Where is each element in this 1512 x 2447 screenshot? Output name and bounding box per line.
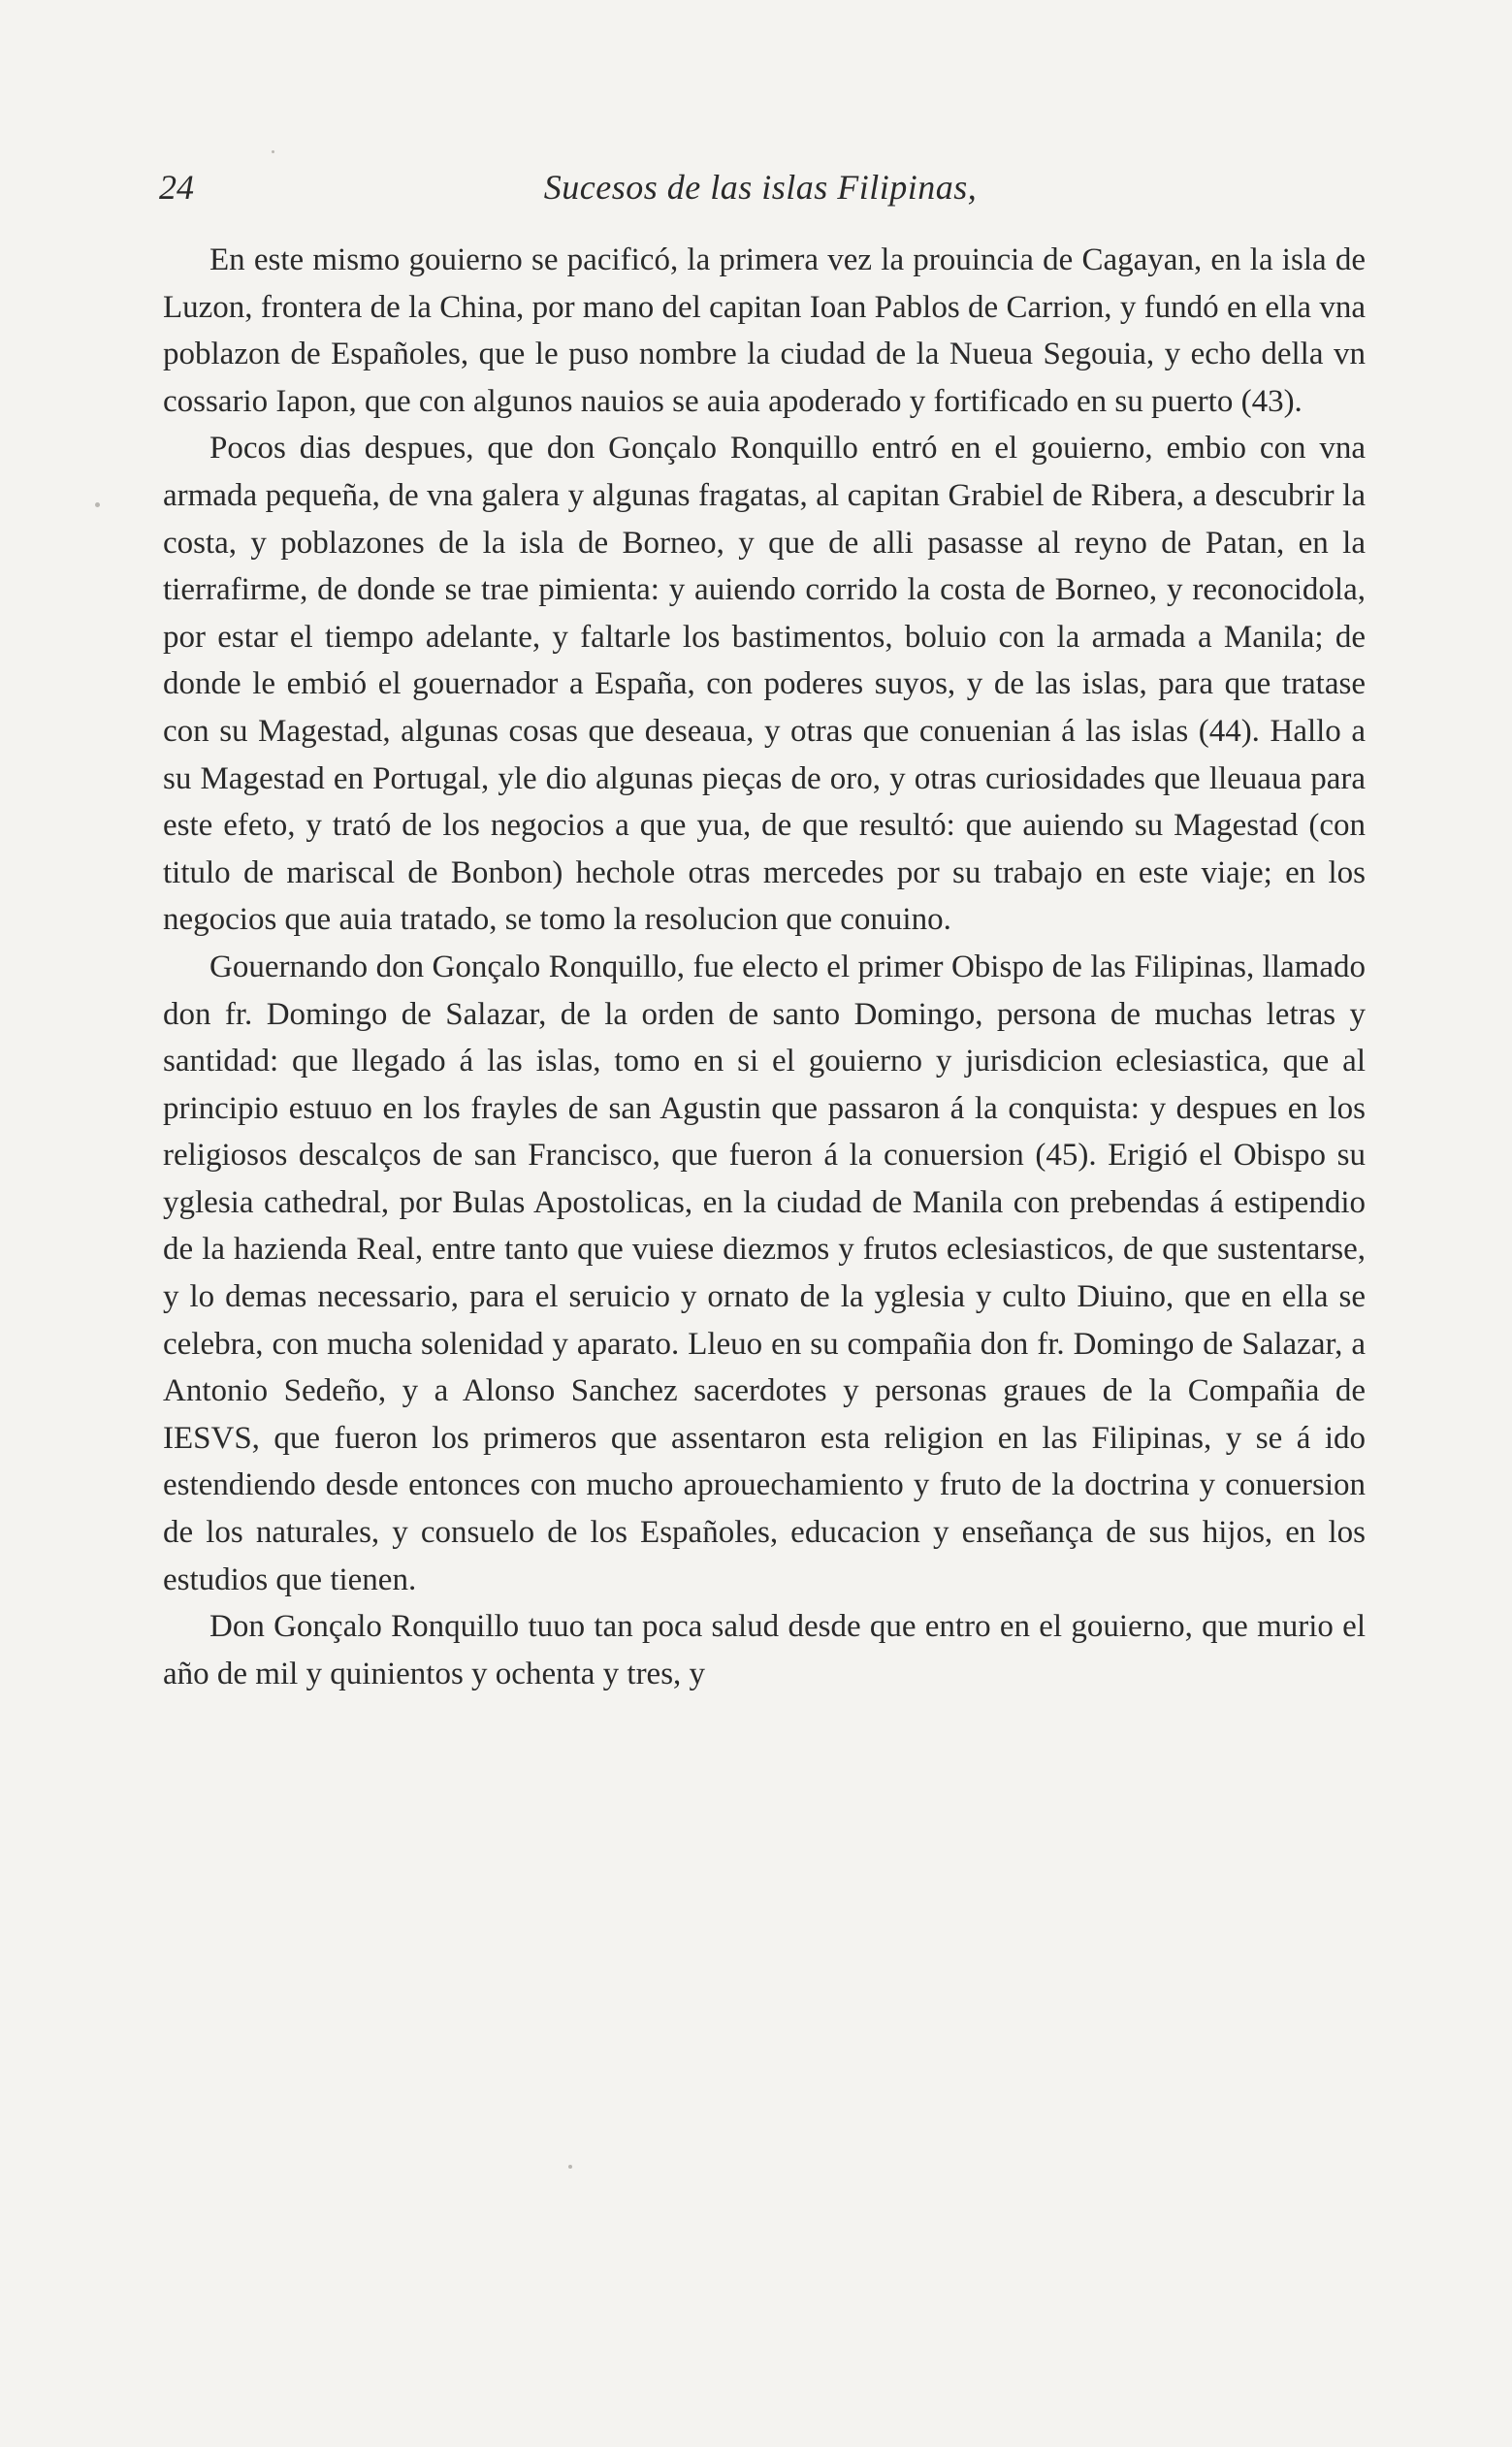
running-head: [159, 163, 1362, 211]
page-number: 24: [159, 168, 194, 207]
running-title: Sucesos de las islas Filipinas,: [543, 168, 978, 207]
print-speck: [568, 2165, 572, 2169]
paragraph-cagayan: En este mismo gouierno se pacificó, la primera vez la prouincia de Cagayan, en la isla de Luzon, frontera de la China, por mano del capitan Ioan Pablos de Carrion, y fundó en ella vna poblazon de Españoles, que le puso nombre la ciudad de la Nueua Segouia, y echo della vn cossario Iapon, que con algunos nauios se auia apoderado y fortificado en su puerto (43).: [163, 242, 1366, 419]
print-speck: [272, 150, 274, 153]
print-speck: [95, 502, 100, 507]
body-text: [163, 237, 1366, 1697]
paragraph-borneo-expedition: Pocos dias despues, que don Gonçalo Ronquillo entró en el gouierno, embio con vna armada pequeña, de vna galera y algunas fragatas, al capitan Grabiel de Ribera, a descubrir la costa, y poblazones de la isla de Borneo, y que de alli pasasse al reyno de Patan, en la tierrafirme, de donde se trae pimienta: y auiendo corrido la costa de Borneo, y reconocidola, por estar el tiempo adelante, y faltarle los bastimentos, boluio con la armada a Manila; de donde le embió el gouernador a España, con poderes suyos, y de las islas, para que tratase con su Magestad, algunas cosas que deseaua, y otras que conuenian á las islas (44). Hallo a su Magestad en Portugal, yle dio algunas pieças de oro, y otras curiosidades que lleuaua para este efeto, y trató de los negocios a que yua, de que resultó: que auiendo su Magestad (con titulo de mariscal de Bonbon) hechole otras mercedes por su trabajo en este viaje; en los negocios que auia tratado, se tomo la resolucion que conuino.: [163, 431, 1366, 938]
paragraph-first-bishop: Gouernando don Gonçalo Ronquillo, fue electo el primer Obispo de las Filipinas, llamado don fr. Domingo de Salazar, de la orden de santo Domingo, persona de muchas letras y santidad: que llegado á las islas, tomo en si el gouierno y jurisdicion eclesiastica, que al principio estuuo en los frayles de san Agustin que passaron á la conquista: y despues en los religiosos descalços de san Francisco, que fueron á la conuersion (45). Erigió el Obispo su yglesia cathedral, por Bulas Apostolicas, en la ciudad de Manila con prebendas á estipendio de la hazienda Real, entre tanto que vuiese diezmos y frutos eclesiasticos, de que sustentarse, y lo demas necessario, para el seruicio y ornato de la yglesia y culto Diuino, que en ella se celebra, con mucha solenidad y aparato. Lleuo en su compañia don fr. Domingo de Salazar, a Antonio Sedeño, y a Alonso Sanchez sacerdotes y personas graues de la Compañia de IESVS, que fueron los primeros que assentaron esta religion en las Filipinas, y se á ido estendiendo desde entonces con mucho aprouechamiento y fruto de la doctrina y conuersion de los naturales, y consuelo de los Españoles, educacion y enseñança de sus hijos, en los estudios que tienen.: [163, 949, 1366, 1597]
paragraph-ronquillo-death: Don Gonçalo Ronquillo tuuo tan poca salud desde que entro en el gouierno, que murio el año de mil y quinientos y ochenta y tres, y: [163, 1609, 1366, 1691]
